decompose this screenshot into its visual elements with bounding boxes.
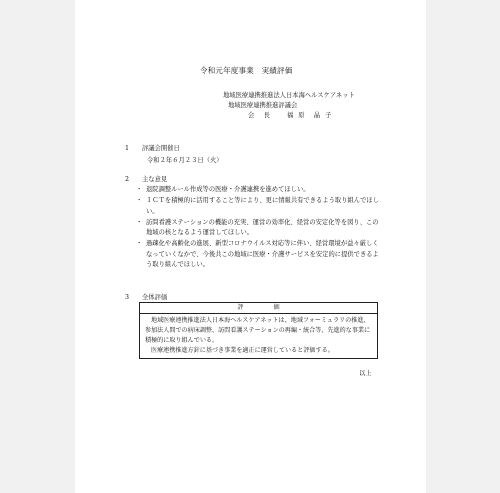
evaluation-body [140,314,377,358]
section-2-title: 主な意見 [142,176,168,183]
organization-block [223,91,355,121]
closing-mark: 以上 [359,370,372,377]
organization-name: 地域医療連携推進法人日本海ヘルスケアネット [223,92,355,99]
document-page [75,0,426,493]
bullet-mark: ・ [136,240,143,247]
section-3-number: 3 [125,294,130,301]
council-name: 地域医療連携推進評議会 [228,102,298,109]
list-item: ・ 過疎化や高齢化の進展、新型コロナウイルス対応等に伴い、経営環境が益々厳しくなっていくなかで、今後共この地域に医療・介護サービスを安定的に提供できるよう取り組んでほしい。 [136,240,379,268]
chairperson-name: 会 長 福 原 晶 子 [248,112,333,119]
evaluation-box [139,302,378,359]
bullet-mark: ・ [136,218,143,226]
section-1-number: 1 [125,145,130,152]
meeting-date: 令和２年６月２３日（火） [147,157,223,164]
section-1-title: 評議会開催日 [142,145,180,152]
list-item: ・ ＩＣＴを積極的に活用すること等により、更に情報共有できるよう取り組んでほしい。 [136,197,379,215]
document-title: 令和元年度事業 実績評価 [200,66,293,75]
bullet-mark: ・ [136,186,143,193]
section-3-title: 全体評価 [142,294,168,301]
section-1-heading [125,143,180,152]
list-item: ・ 退院調整ルール作成等の医療・介護連携を進めてほしい。 [133,185,383,196]
bullet-mark: ・ [136,197,143,204]
section-2-heading [125,174,167,183]
evaluation-header: 評 価 [140,303,377,314]
evaluation-paragraph-2: 医療連携推進方針に基づき事業を適正に運営していると評価する。 [151,347,334,354]
opinions-list [133,185,383,271]
evaluation-paragraph-1: 地域医療連携推進法人日本海ヘルスケアネットは、地域フォーミュラリの推進、参加法人間での病床調整、訪問看護ステーションの再編・統合等、先進的な事業に積極的に取り組んでいる。 [145,317,371,344]
section-2-number: 2 [125,176,130,183]
list-item: ・ 訪問看護ステーションの機能の充実、運営の効率化、経営の安定化等を図り、この地域の核となるよう運営してほしい。 [136,218,379,236]
section-3-heading [125,292,167,301]
